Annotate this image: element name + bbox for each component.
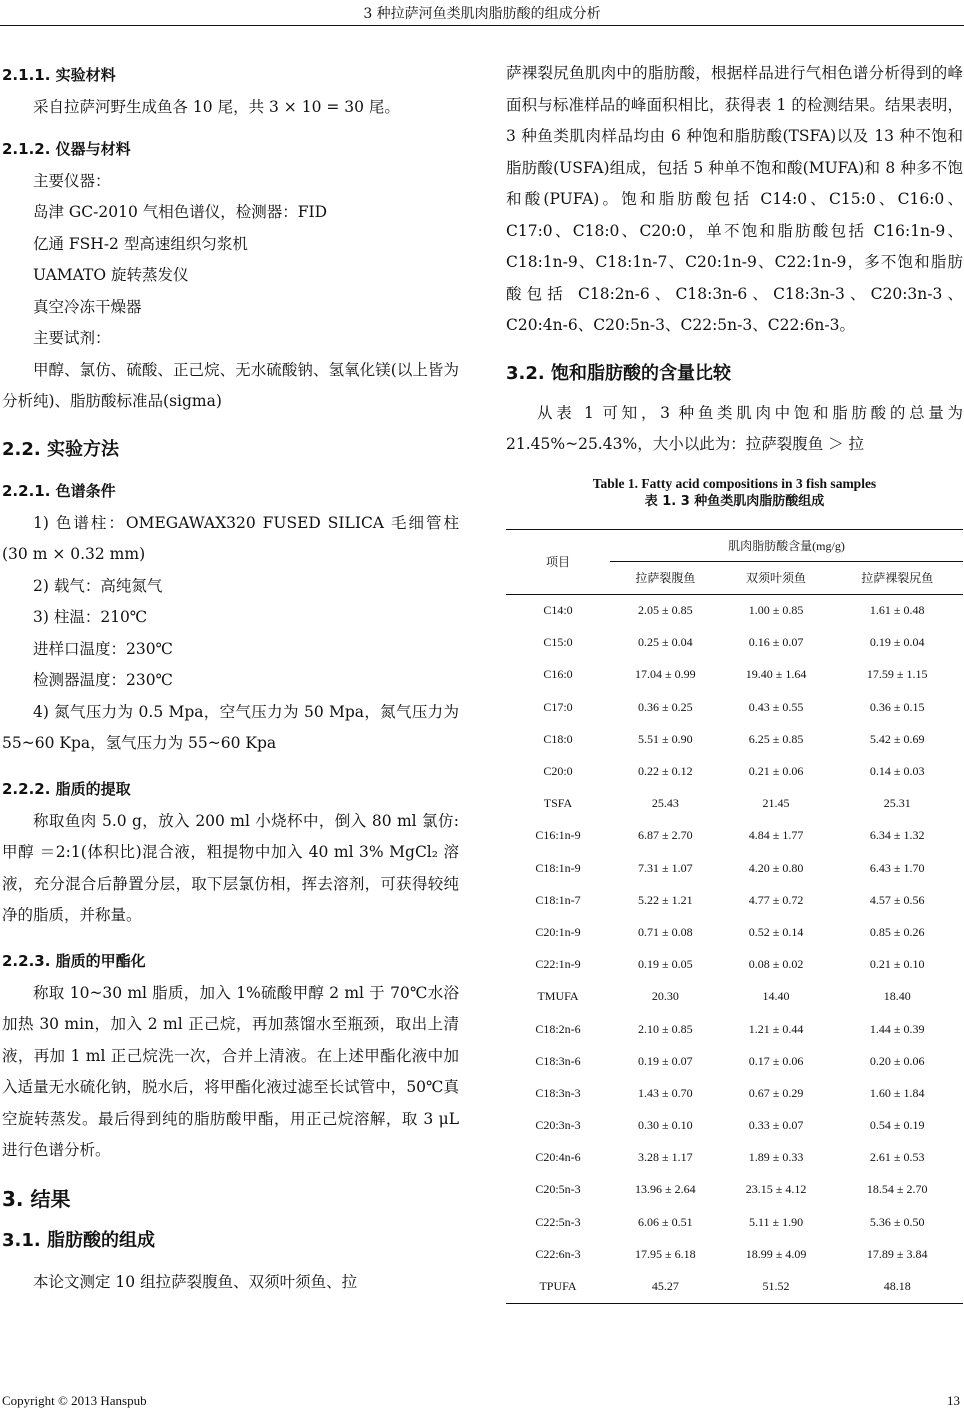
- table-cell: 1.21 ± 0.44: [748, 1021, 804, 1036]
- table-cell: 0.33 ± 0.07: [748, 1118, 804, 1133]
- row-label: C20:0: [543, 764, 573, 779]
- table-cell: 1.89 ± 0.33: [748, 1150, 804, 1165]
- column-spec: 1) 色谱柱：OMEGAWAX320 FUSED SILICA 毛细管柱(30 m × 0.32 mm): [2, 513, 459, 563]
- table-cell: 0.16 ± 0.07: [748, 635, 804, 650]
- table-caption-en: Table 1. Fatty acid compositions in 3 fish samples: [592, 475, 877, 491]
- table-row: [506, 691, 963, 723]
- table-row: [506, 1013, 963, 1045]
- section-3-1-continued: 萨裸裂尻鱼肌肉中的脂肪酸，根据样品进行气相色谱分析得到的峰面积与标准样品的峰面积相比，获得表 1 的检测结果。结果表明，3 种鱼类肌肉样品均由 6 种饱和脂肪酸(TSFA)以及 13 种不饱和脂肪酸(USFA)组成，包括 5 种单不饱和酸(MUFA)和 8 种多不饱和酸(PUFA)。饱和脂肪酸包括 C14:0、C15:0、C16:0、C17:0、C18:0、C20:0，单不饱和脂肪酸包括 C16:1n-9、C18:1n-9、C18:1n-7、C20:1n-9、C22:1n-9，多不饱和脂肪酸包括 C18:2n-6、C18:3n-6、C18:3n-3、C20:3n-3、C20:4n-6、C20:5n-3、C22:5n-3、C22:6n-3。: [506, 64, 963, 334]
- table-cell: 4.77 ± 0.72: [748, 892, 804, 907]
- column-header: 拉萨裸裂尻鱼: [831, 561, 963, 594]
- table-cell: 0.71 ± 0.08: [638, 924, 693, 939]
- reagents-text: 甲醇、氯仿、硫酸、正己烷、无水硫酸钠、氢氧化镁(以上皆为分析纯)、脂肪酸标准品(sigma): [2, 360, 459, 410]
- group-header: 肌肉脂肪酸含量(mg/g): [610, 529, 963, 561]
- row-label: TSFA: [543, 796, 573, 811]
- section-3-1-title: 3.1. 脂肪酸的组成: [2, 1229, 155, 1251]
- table-cell: 1.60 ± 1.84: [869, 1085, 925, 1100]
- row-label: C18:1n-7: [535, 892, 581, 907]
- table-cell: 45.27: [610, 1270, 721, 1303]
- table-row: [506, 755, 963, 787]
- section-3-title: 3. 结果: [2, 1186, 71, 1211]
- row-label: C22:1n-9: [535, 957, 581, 972]
- table-row: [506, 788, 963, 820]
- table-cell: 25.31: [883, 796, 911, 811]
- table-cell: 25.43: [651, 796, 679, 811]
- table-cell: 2.10 ± 0.85: [638, 1021, 693, 1036]
- instrument-line: 岛津 GC-2010 气相色谱仪，检测器：FID: [33, 203, 328, 221]
- right-column: [506, 58, 963, 1304]
- row-label: C15:0: [543, 635, 573, 650]
- table-cell: 0.19 ± 0.05: [638, 957, 693, 972]
- table-cell: 6.25 ± 0.85: [748, 731, 804, 746]
- table-row: [506, 1110, 963, 1142]
- table-row: [506, 916, 963, 948]
- section-2-2-2-text: 称取鱼肉 5.0 g，放入 200 ml 小烧杯中，倒入 80 ml 氯仿:甲醇 ＝2:1(体积比)混合液，粗提物中加入 40 ml 3% MgCl₂ 溶液，充分混合后静置分层，取下层氯仿相，挥去溶剂，可获得较纯净的脂质，并称量。: [2, 811, 459, 924]
- table-cell: 0.20 ± 0.06: [869, 1053, 925, 1068]
- row-label: C20:4n-6: [535, 1150, 581, 1165]
- table-cell: 1.61 ± 0.48: [869, 603, 925, 618]
- column-header: 双须叶须鱼: [721, 561, 832, 594]
- table-cell: 23.15 ± 4.12: [745, 1182, 807, 1197]
- table-caption-zh: 表 1. 3 种鱼类肌肉脂肪酸组成: [644, 493, 825, 509]
- table-cell: 4.84 ± 1.77: [748, 828, 804, 843]
- table-cell: 17.89 ± 3.84: [866, 1246, 928, 1261]
- header-rule: [0, 25, 964, 26]
- table-cell: 1.00 ± 0.85: [748, 603, 804, 618]
- table-cell: 13.96 ± 2.64: [635, 1182, 696, 1197]
- table-cell: 3.28 ± 1.17: [638, 1150, 693, 1165]
- table-cell: 2.05 ± 0.85: [638, 603, 693, 618]
- section-3-2-title: 3.2. 饱和脂肪酸的含量比较: [506, 362, 731, 384]
- table-row: [506, 1206, 963, 1238]
- table-cell: 0.22 ± 0.12: [638, 764, 693, 779]
- row-label: C18:0: [543, 731, 573, 746]
- table-cell: 4.20 ± 0.80: [748, 860, 804, 875]
- table-cell: 0.52 ± 0.14: [748, 924, 804, 939]
- table-cell: 7.31 ± 1.07: [638, 860, 693, 875]
- page-number: 13: [947, 1393, 960, 1408]
- table-row: [506, 1174, 963, 1206]
- table-cell: 0.30 ± 0.10: [638, 1118, 693, 1133]
- table-row: [506, 1142, 963, 1174]
- condition-line: 进样口温度：230℃: [33, 639, 173, 658]
- left-column: [2, 58, 459, 1298]
- table-cell: 0.25 ± 0.04: [638, 635, 693, 650]
- section-2-2-2-title: 2.2.2. 脂质的提取: [2, 779, 131, 798]
- table-cell: 19.40 ± 1.64: [745, 667, 807, 682]
- running-header: 3 种拉萨河鱼类肌肉脂肪酸的组成分析: [363, 6, 601, 22]
- table-row: [506, 1238, 963, 1270]
- table-cell: 17.04 ± 0.99: [635, 667, 696, 682]
- table-row: [506, 627, 963, 659]
- section-2-1-1-title: 2.1.1. 实验材料: [2, 66, 116, 84]
- table-cell: 6.87 ± 2.70: [638, 828, 693, 843]
- table-cell: 6.34 ± 1.32: [869, 828, 925, 843]
- section-2-2-1-title: 2.2.1. 色谱条件: [2, 481, 116, 500]
- table-row: [506, 884, 963, 916]
- row-label: C18:1n-9: [535, 860, 581, 875]
- row-label: C16:0: [543, 667, 573, 682]
- table-cell: 0.17 ± 0.06: [748, 1053, 804, 1068]
- section-3-2-text: 从表 1 可知，3 种鱼类肌肉中饱和脂肪酸的总量为 21.45%~25.43%，大小以此为：拉萨裂腹鱼 ＞ 拉: [506, 403, 963, 453]
- table-cell: 6.43 ± 1.70: [869, 860, 925, 875]
- table-cell: 51.52: [721, 1270, 832, 1303]
- instrument-line: 主要试剂：: [33, 329, 111, 347]
- table-cell: 0.21 ± 0.10: [869, 957, 925, 972]
- table-row: [506, 594, 963, 627]
- section-2-2-3-text: 称取 10~30 ml 脂质，加入 1%硫酸甲醇 2 ml 于 70℃水浴加热 30 min，加入 2 ml 正己烷，再加蒸馏水至瓶颈，取出上清液，再加 1 ml 正己烷洗一次，合并上清液。在上述甲酯化液中加入适量无水硫化钠，脱水后，将甲酯化液过滤至长试管中，50℃真空旋转蒸发。最后得到纯的脂肪酸甲酯，用正己烷溶解，取 3 μL 进行色谱分析。: [2, 983, 459, 1159]
- table-row: [506, 981, 963, 1013]
- table-cell: 18.99 ± 4.09: [745, 1246, 807, 1261]
- table-cell: 2.61 ± 0.53: [869, 1150, 925, 1165]
- condition-line: 2) 载气：高纯氮气: [33, 576, 163, 595]
- table-cell: 0.67 ± 0.29: [748, 1085, 804, 1100]
- table-cell: 0.14 ± 0.03: [869, 764, 925, 779]
- table-cell: 5.22 ± 1.21: [638, 892, 693, 907]
- row-label: TPUFA: [506, 1270, 610, 1303]
- instrument-list: [2, 166, 459, 355]
- table-cell: 1.43 ± 0.70: [638, 1085, 693, 1100]
- row-label: C16:1n-9: [535, 828, 581, 843]
- instrument-line: UAMATO 旋转蒸发仪: [33, 266, 189, 284]
- row-label: C17:0: [543, 699, 573, 714]
- table-caption: [506, 475, 963, 511]
- table-cell: 5.51 ± 0.90: [638, 731, 693, 746]
- table-cell: 5.36 ± 0.50: [869, 1214, 925, 1229]
- table-cell: 6.06 ± 0.51: [638, 1214, 693, 1229]
- table-cell: 0.36 ± 0.25: [638, 699, 693, 714]
- table-cell: 21.45: [762, 796, 790, 811]
- condition-line: 检测器温度：230℃: [33, 671, 173, 689]
- table-cell: 20.30: [651, 989, 679, 1004]
- pressure-spec: 4) 氮气压力为 0.5 Mpa，空气压力为 50 Mpa，氮气压力为 55~60 Kpa，氢气压力为 55~60 Kpa: [2, 702, 459, 752]
- column-header: 拉萨裂腹鱼: [610, 561, 721, 594]
- table-row: [506, 852, 963, 884]
- row-label: C20:5n-3: [535, 1182, 581, 1197]
- table-row: [506, 1270, 963, 1303]
- copyright: Copyright © 2013 Hanspub: [2, 1393, 147, 1408]
- table-cell: 18.40: [883, 989, 911, 1004]
- row-label: C22:6n-3: [535, 1246, 581, 1261]
- row-label: C18:2n-6: [535, 1021, 581, 1036]
- table-cell: 4.57 ± 0.56: [869, 892, 925, 907]
- table-cell: 0.43 ± 0.55: [748, 699, 804, 714]
- table-row: [506, 1045, 963, 1077]
- table-cell: 0.85 ± 0.26: [869, 924, 925, 939]
- table-cell: 48.18: [831, 1270, 963, 1303]
- section-2-2-3-title: 2.2.3. 脂质的甲酯化: [2, 951, 146, 970]
- table-cell: 0.19 ± 0.07: [638, 1053, 693, 1068]
- row-label: C18:3n-3: [535, 1085, 581, 1100]
- table-row: [506, 723, 963, 755]
- row-label: TMUFA: [537, 989, 579, 1004]
- row-label: C20:1n-9: [535, 924, 581, 939]
- section-2-2-title: 2.2. 实验方法: [2, 438, 119, 460]
- table-cell: 0.08 ± 0.02: [748, 957, 804, 972]
- instrument-line: 主要仪器：: [33, 171, 111, 190]
- table-cell: 0.54 ± 0.19: [869, 1118, 925, 1133]
- table-cell: 17.95 ± 6.18: [635, 1246, 696, 1261]
- table-cell: 1.44 ± 0.39: [869, 1021, 925, 1036]
- condition-line: 3) 柱温：210℃: [33, 608, 148, 626]
- row-label: C22:5n-3: [535, 1214, 581, 1229]
- row-label: C20:3n-3: [535, 1118, 581, 1133]
- table-row: [506, 949, 963, 981]
- item-header: 项目: [506, 529, 610, 594]
- row-label: C18:3n-6: [535, 1053, 581, 1068]
- instrument-line: 亿通 FSH-2 型高速组织匀浆机: [33, 234, 248, 253]
- table-row: [506, 820, 963, 852]
- table-cell: 14.40: [762, 989, 790, 1004]
- row-label: C14:0: [543, 603, 573, 618]
- table-cell: 0.21 ± 0.06: [748, 764, 804, 779]
- fatty-acid-table: [506, 529, 963, 1304]
- table-row: [506, 659, 963, 691]
- instrument-line: 真空冷冻干燥器: [33, 297, 142, 316]
- table-cell: 5.11 ± 1.90: [748, 1214, 804, 1229]
- section-2-1-2-title: 2.1.2. 仪器与材料: [2, 139, 131, 158]
- table-cell: 0.19 ± 0.04: [869, 635, 925, 650]
- section-3-1-text: 本论文测定 10 组拉萨裂腹鱼、双须叶须鱼、拉: [33, 1272, 358, 1291]
- table-cell: 5.42 ± 0.69: [869, 731, 925, 746]
- table-row: [506, 1077, 963, 1109]
- table-cell: 17.59 ± 1.15: [866, 667, 928, 682]
- section-2-1-1-text: 采自拉萨河野生成鱼各 10 尾，共 3 × 10 = 30 尾。: [33, 98, 400, 116]
- table-cell: 0.36 ± 0.15: [869, 699, 925, 714]
- table-cell: 18.54 ± 2.70: [866, 1182, 928, 1197]
- table-body: [506, 594, 963, 1303]
